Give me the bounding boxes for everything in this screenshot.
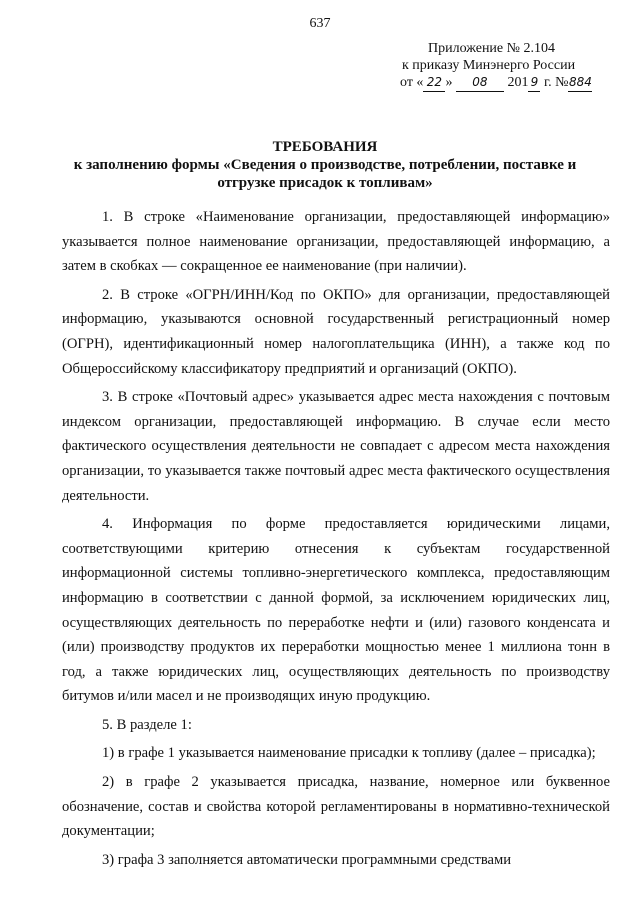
paragraph-1: 1. В строке «Наименование организации, предоставляющей информацию» указывается полное наименование организации, предоставляющей информацию, а затем в скобках — сокращенное ее наименование (при наличии). [62, 209, 610, 275]
handwritten-year-digit: 9 [528, 74, 540, 92]
handwritten-month: 08 [456, 74, 504, 92]
title-heading: ТРЕБОВАНИЯ [272, 139, 378, 155]
year-prefix: 201 [507, 75, 529, 90]
handwritten-order-number: 884 [568, 74, 592, 92]
document-body [62, 205, 610, 876]
paragraph-3: 3. В строке «Почтовый адрес» указывается адрес места нахождения с почтовым индексом организации, предоставляющей информацию. В случае если место фактического осуществления деятельности не совпадает с адресом места нахождения организации, то указывается также почтовый адрес места фактического осуществления деятельности. [62, 389, 610, 504]
paragraph-5-1: 1) в графе 1 указывается наименование присадки к топливу (далее – присадка); [102, 745, 596, 762]
date-close-quote: » [445, 75, 453, 90]
paragraph-5-2: 2) в графе 2 указывается присадка, название, номерное или буквенное обозначение, состав и свойства которой регламентированы в нормативно-технической документации; [62, 774, 610, 840]
paragraph-5: 5. В разделе 1: [102, 716, 192, 733]
appendix-line: Приложение № 2.104 [428, 41, 555, 56]
title-subtitle: к заполнению формы «Сведения о производстве, потреблении, поставке и отгрузке присадок к топливам» [73, 157, 577, 191]
paragraph-4: 4. Информация по форме предоставляется юридическими лицами, соответствующими критерию отнесения к субъектам государственной информационной системы топливно-энергетического комплекса, предоставляющим информацию в соответствии с данной формой, за исключением юридических лиц, осуществляющих деятельность по переработке нефти и (или) газового конденсата и (или) производству продуктов их переработки мощностью менее 1 миллиона тонн в год, а также юридических лиц, осуществляющих деятельность по производству битумов и/или масел и не производящих иную продукцию. [62, 516, 610, 705]
year-suffix: г. № [540, 75, 569, 90]
order-line: к приказу Минэнерго России [402, 58, 576, 73]
paragraph-2: 2. В строке «ОГРН/ИНН/Код по ОКПО» для организации, предоставляющей информацию, указываются основной государственный регистрационный номер (ОГРН), идентификационный номер налогоплательщика (ИНН), а также код по Общероссийскому классификатору предприятий и организаций (ОКПО). [62, 286, 610, 377]
page-number: 637 [309, 16, 331, 31]
document-title [60, 138, 590, 192]
date-from-label: от « [400, 75, 424, 90]
paragraph-5-3: 3) графа 3 заполняется автоматически программными средствами [102, 851, 512, 868]
date-number-line [400, 74, 620, 92]
appendix-header [400, 40, 620, 92]
handwritten-day: 22 [423, 74, 445, 92]
